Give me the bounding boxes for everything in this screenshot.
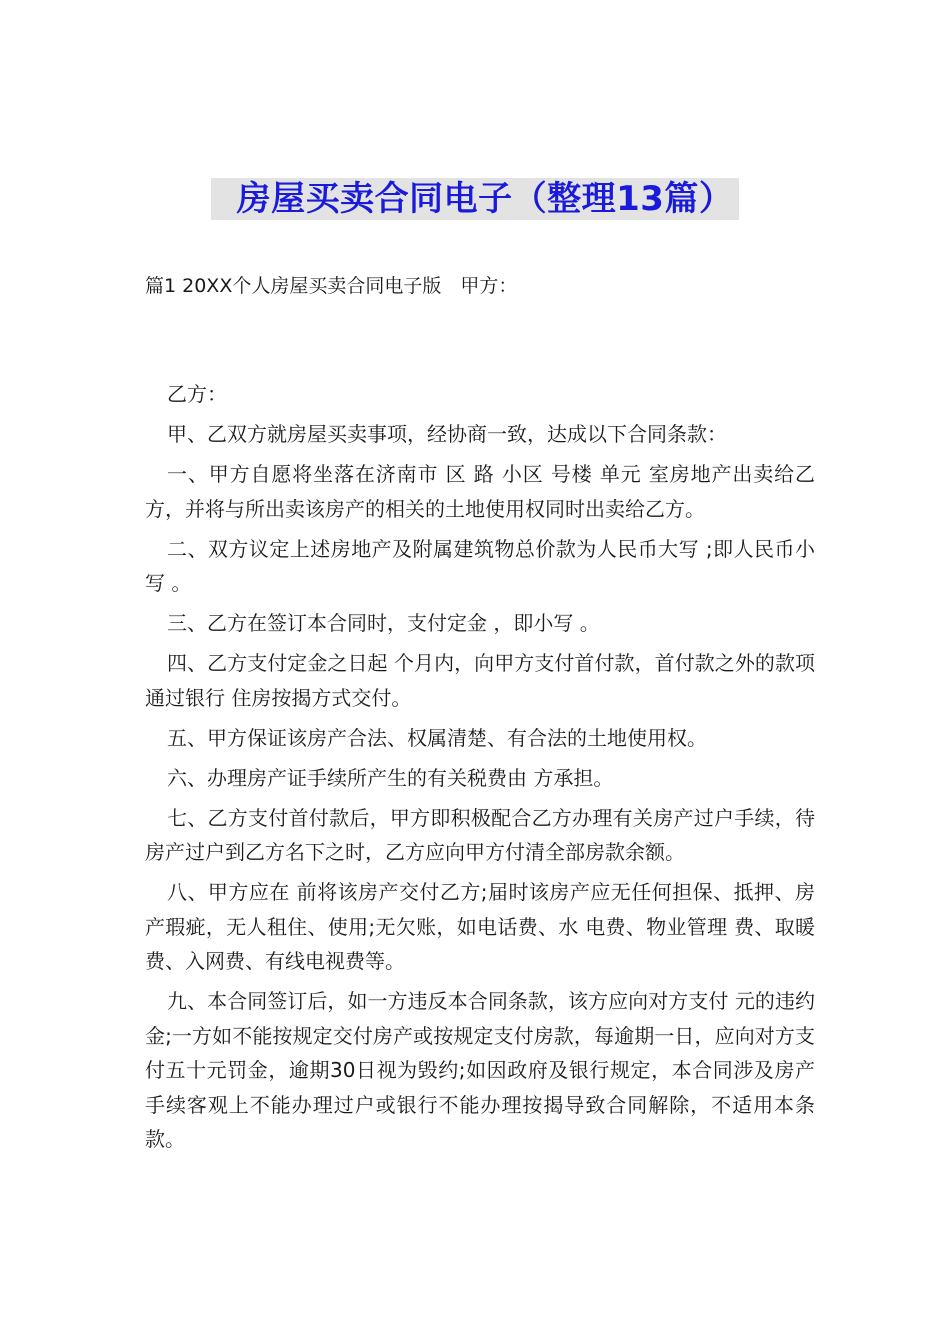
paragraph-clause-1: 一、甲方自愿将坐落在济南市 区 路 小区 号楼 单元 室房地产出卖给乙方，并将与所出卖该房产的相关的土地使用权同时出卖给乙方。 [145,462,815,521]
document-title: 房屋买卖合同电子（整理13篇） [211,178,740,220]
paragraph-clause-6: 六、办理房产证手续所产生的有关税费由 方承担。 [167,765,614,790]
title-area [0,178,950,220]
paragraph-intro: 甲、乙双方就房屋买卖事项，经协商一致，达成以下合同条款： [167,422,727,446]
paragraph-clause-5: 五、甲方保证该房产合法、权属清楚、有合法的土地使用权。 [167,725,707,750]
paragraph-party-b: 乙方： [167,382,227,406]
document-subtitle: 篇1 20XX个人房屋买卖合同电子版 甲方： [145,275,518,297]
paragraph-clause-2: 二、双方议定上述房地产及附属建筑物总价款为人民币大写 ;即人民币小写 。 [145,536,815,595]
paragraph-clause-9: 九、本合同签订后，如一方违反本合同条款，该方应向对方支付 元的违约金;一方如不能按规定交付房产或按规定支付房款，每逾期一日，应向对方支付五十元罚金，逾期30日视为毁约;如因政府及银行规定，本合同涉及房产手续客观上不能办理过户或银行不能办理按揭导致合同解除，不适用本条款。 [145,989,815,1151]
paragraph-clause-4: 四、乙方支付定金之日起 个月内，向甲方支付首付款，首付款之外的款项通过银行 住房按揭方式交付。 [145,651,815,710]
paragraph-clause-7: 七、乙方支付首付款后，甲方即积极配合乙方办理有关房产过户手续，待房产过户到乙方名下之时，乙方应向甲方付清全部房款余额。 [145,805,815,864]
document-body [145,377,815,1162]
paragraph-clause-3: 三、乙方在签订本合同时，支付定金 ，即小写 。 [167,611,600,635]
paragraph-clause-8: 八、甲方应在 前将该房产交付乙方;届时该房产应无任何担保、抵押、房产瑕疵，无人租住、使用;无欠账，如电话费、水 电费、物业管理 费、取暖费、入网费、有线电视费等。 [145,880,815,973]
